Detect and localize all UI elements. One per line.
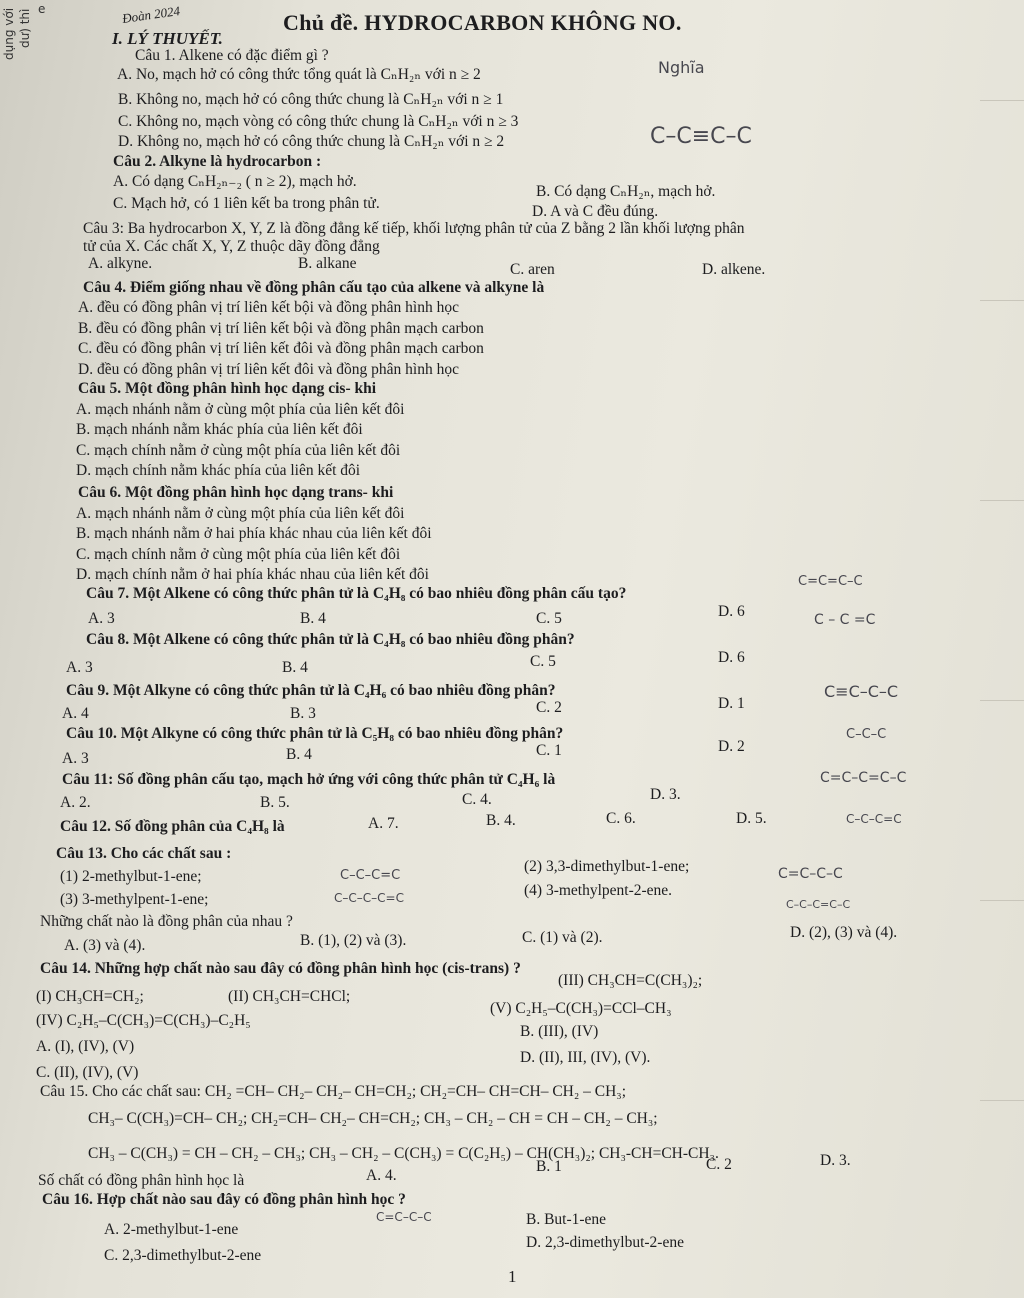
q15-option-b: B. 1 bbox=[536, 1158, 562, 1175]
q1-option-d: D. Không no, mạch hở có công thức chung là CₙH₂ₙ với n ≥ 2 bbox=[118, 133, 505, 150]
q13-option-d: D. (2), (3) và (4). bbox=[790, 924, 898, 941]
q5-stem: Câu 5. Một đồng phân hình học dạng cis- khi bbox=[78, 380, 377, 397]
q9-option-b: B. 3 bbox=[290, 705, 316, 722]
q13-item-4: (4) 3-methylpent-2-ene. bbox=[524, 882, 673, 899]
q14-compound-3: (III) CH₃CH=C(CH₃)₂; bbox=[558, 972, 703, 989]
q1-option-a: A. No, mạch hở có công thức tổng quát là CₙH₂ₙ với n ≥ 2 bbox=[117, 66, 481, 83]
q16-stem: Câu 16. Hợp chất nào sau đây có đồng phân hình học ? bbox=[42, 1191, 406, 1208]
q7-option-a: A. 3 bbox=[88, 610, 115, 627]
q5-option-d: D. mạch chính nằm khác phía của liên kết đôi bbox=[76, 462, 361, 479]
q13-option-a: A. (3) và (4). bbox=[64, 937, 146, 954]
handwritten-note-1: Nghĩa bbox=[658, 58, 705, 77]
q6-option-b: B. mạch nhánh nằm ở hai phía khác nhau của liên kết đôi bbox=[76, 525, 432, 542]
q3-option-d: D. alkene. bbox=[702, 261, 766, 278]
q2-stem: Câu 2. Alkyne là hydrocarbon : bbox=[113, 153, 322, 170]
q13-item-1: (1) 2-methylbut-1-ene; bbox=[60, 868, 202, 885]
q12-option-c: C. 6. bbox=[606, 810, 636, 827]
q12-option-b: B. 4. bbox=[486, 812, 516, 829]
q3-stem: Câu 3: Ba hydrocarbon X, Y, Z là đồng đẳng kế tiếp, khối lượng phân tử của Z bằng 2 lần khối lượng phân bbox=[83, 220, 745, 237]
page-title: Chủ đề. HYDROCARBON KHÔNG NO. bbox=[283, 10, 682, 35]
q4-option-d: D. đều có đồng phân vị trí liên kết đôi và đồng phân hình học bbox=[78, 361, 459, 378]
q14-option-a: A. (I), (IV), (V) bbox=[36, 1038, 135, 1055]
q2-option-b: B. Có dạng CₙH₂ₙ, mạch hở. bbox=[536, 183, 716, 200]
q4-stem: Câu 4. Điểm giống nhau về đồng phân cấu tạo của alkene và alkyne là bbox=[83, 279, 545, 296]
q9-stem: Câu 9. Một Alkyne có công thức phân tử là C₄H₆ có bao nhiêu đồng phân? bbox=[66, 682, 556, 699]
q8-option-c: C. 5 bbox=[530, 653, 556, 670]
q15-stem: Câu 15. Cho các chất sau: CH₂ =CH– CH₂– CH₂– CH=CH₂; CH₂=CH– CH=CH– CH₂ – CH₃; bbox=[40, 1083, 627, 1100]
q3-option-a: A. alkyne. bbox=[88, 255, 153, 272]
q9-option-c: C. 2 bbox=[536, 699, 562, 716]
margin-rule-6 bbox=[980, 1100, 1024, 1101]
q10-stem: Câu 10. Một Alkyne có công thức phân tử là C₅H₈ có bao nhiêu đồng phân? bbox=[66, 725, 564, 742]
handwritten-note-5: C≡C–C–C bbox=[824, 682, 899, 701]
q1-option-c: C. Không no, mạch vòng có công thức chung là CₙH₂ₙ với n ≥ 3 bbox=[118, 113, 519, 130]
q13-option-b: B. (1), (2) và (3). bbox=[300, 932, 407, 949]
q16-option-d: D. 2,3-dimethylbut-2-ene bbox=[526, 1234, 684, 1251]
q15-line-3: CH₃ – C(CH₃) = CH – CH₂ – CH₃; CH₃ – CH₂ – C(CH₃) = C(C₂H₅) – CH(CH₃)₂; CH₃-CH=CH-CH₃. bbox=[88, 1145, 719, 1162]
q13-item-3: (3) 3-methylpent-1-ene; bbox=[60, 891, 209, 908]
q2-option-d: D. A và C đều đúng. bbox=[532, 203, 659, 220]
q12-option-d: D. 5. bbox=[736, 810, 767, 827]
q13-item-2: (2) 3,3-dimethylbut-1-ene; bbox=[524, 858, 690, 875]
q10-option-b: B. 4 bbox=[286, 746, 312, 763]
q8-option-a: A. 3 bbox=[66, 659, 93, 676]
handwritten-note-12: C–C–C–C=C bbox=[334, 891, 404, 905]
q1-option-b: B. Không no, mạch hở có công thức chung là CₙH₂ₙ với n ≥ 1 bbox=[118, 91, 504, 108]
q5-option-b: B. mạch nhánh nằm khác phía của liên kết đôi bbox=[76, 421, 363, 438]
q4-option-c: C. đều có đồng phân vị trí liên kết đôi và đồng phân mạch carbon bbox=[78, 340, 484, 357]
q2-option-a: A. Có dạng CₙH₂ₙ₋₂ ( n ≥ 2), mạch hở. bbox=[113, 173, 357, 190]
q11-option-d: D. 3. bbox=[650, 786, 681, 803]
q6-stem: Câu 6. Một đồng phân hình học dạng trans- khi bbox=[78, 484, 394, 501]
q1-stem: Câu 1. Alkene có đặc điểm gì ? bbox=[135, 47, 329, 64]
q11-option-c: C. 4. bbox=[462, 791, 492, 808]
handwritten-note-10: C–C–C=C–C bbox=[786, 898, 851, 911]
q3-option-b: B. alkane bbox=[298, 255, 357, 272]
q11-option-b: B. 5. bbox=[260, 794, 290, 811]
q16-option-c: C. 2,3-dimethylbut-2-ene bbox=[104, 1247, 262, 1264]
q7-stem: Câu 7. Một Alkene có công thức phân tử là C₄H₈ có bao nhiêu đồng phân cấu tạo? bbox=[86, 585, 627, 602]
q14-option-c: C. (II), (IV), (V) bbox=[36, 1064, 139, 1081]
q4-option-a: A. đều có đồng phân vị trí liên kết bội và đồng phân hình học bbox=[78, 299, 459, 316]
margin-rule-4 bbox=[980, 700, 1024, 701]
q15-option-d: D. 3. bbox=[820, 1152, 851, 1169]
q15-question: Số chất có đồng phân hình học là bbox=[38, 1172, 245, 1189]
q15-line-2: CH₃– C(CH₃)=CH– CH₂; CH₂=CH– CH₂– CH=CH₂; CH₃ – CH₂ – CH = CH – CH₂ – CH₃; bbox=[88, 1110, 658, 1127]
q7-option-d: D. 6 bbox=[718, 603, 745, 620]
q13-question: Những chất nào là đồng phân của nhau ? bbox=[40, 913, 293, 930]
handwritten-note-11: C–C–C=C bbox=[340, 868, 401, 883]
q16-option-a: A. 2-methylbut-1-ene bbox=[104, 1221, 239, 1238]
school-label: Đoàn 2024 bbox=[121, 3, 181, 26]
q16-option-b: B. But-1-ene bbox=[526, 1211, 607, 1228]
q14-option-b: B. (III), (IV) bbox=[520, 1023, 599, 1040]
q15-option-c: C. 2 bbox=[706, 1156, 732, 1173]
edge-text-3: e bbox=[38, 2, 46, 16]
q14-compound-2: (II) CH₃CH=CHCl; bbox=[228, 988, 351, 1005]
q11-option-a: A. 2. bbox=[60, 794, 91, 811]
q13-option-c: C. (1) và (2). bbox=[522, 929, 603, 946]
q3-option-c: C. aren bbox=[510, 261, 555, 278]
handwritten-note-3: C=C=C–C bbox=[798, 574, 863, 589]
q8-option-d: D. 6 bbox=[718, 649, 745, 666]
handwritten-note-8: C–C–C=C bbox=[846, 812, 902, 826]
handwritten-note-7: C=C–C=C–C bbox=[820, 770, 907, 786]
edge-text-1: dụng với bbox=[2, 7, 16, 60]
q9-option-a: A. 4 bbox=[62, 705, 89, 722]
q8-stem: Câu 8. Một Alkene có công thức phân tử là C₄H₈ có bao nhiêu đồng phân? bbox=[86, 631, 575, 648]
q4-option-b: B. đều có đồng phân vị trí liên kết bội và đồng phân mạch carbon bbox=[78, 320, 484, 337]
page-number: 1 bbox=[508, 1267, 517, 1286]
q14-option-d: D. (II), III, (IV), (V). bbox=[520, 1049, 651, 1066]
q10-option-a: A. 3 bbox=[62, 750, 89, 767]
q10-option-c: C. 1 bbox=[536, 742, 562, 759]
handwritten-note-13: C=C–C–C bbox=[376, 1210, 432, 1224]
margin-rule-5 bbox=[980, 900, 1024, 901]
q14-compound-5: (V) C₂H₅–C(CH₃)=CCl–CH₃ bbox=[490, 1000, 672, 1017]
q7-option-c: C. 5 bbox=[536, 610, 562, 627]
handwritten-note-4: C – C =C bbox=[814, 612, 876, 628]
q14-stem: Câu 14. Những hợp chất nào sau đây có đồng phân hình học (cis-trans) ? bbox=[40, 960, 521, 977]
edge-text-2: dư) thì bbox=[18, 8, 32, 48]
q6-option-c: C. mạch chính nằm ở cùng một phía của liên kết đôi bbox=[76, 546, 401, 563]
q2-option-c: C. Mạch hở, có 1 liên kết ba trong phân tử. bbox=[113, 195, 380, 212]
q14-compound-1: (I) CH₃CH=CH₂; bbox=[36, 988, 144, 1005]
q7-option-b: B. 4 bbox=[300, 610, 326, 627]
handwritten-note-2: C–C≡C–C bbox=[650, 124, 752, 149]
q14-compound-4: (IV) C₂H₅–C(CH₃)=C(CH₃)–C₂H₅ bbox=[36, 1012, 251, 1029]
q10-option-d: D. 2 bbox=[718, 738, 745, 755]
margin-rule-2 bbox=[980, 300, 1024, 301]
q6-option-d: D. mạch chính nằm ở hai phía khác nhau của liên kết đôi bbox=[76, 566, 429, 583]
q13-stem: Câu 13. Cho các chất sau : bbox=[56, 845, 232, 862]
q11-stem: Câu 11: Số đồng phân cấu tạo, mạch hở ứng với công thức phân tử C₄H₆ là bbox=[62, 771, 556, 788]
handwritten-note-9: C=C–C–C bbox=[778, 866, 843, 882]
q15-option-a: A. 4. bbox=[366, 1167, 397, 1184]
handwritten-note-6: C–C–C bbox=[846, 727, 887, 742]
margin-rule-1 bbox=[980, 100, 1024, 101]
q8-option-b: B. 4 bbox=[282, 659, 308, 676]
q9-option-d: D. 1 bbox=[718, 695, 745, 712]
q12-option-a: A. 7. bbox=[368, 815, 399, 832]
q5-option-c: C. mạch chính nằm ở cùng một phía của liên kết đôi bbox=[76, 442, 401, 459]
q5-option-a: A. mạch nhánh nằm ở cùng một phía của liên kết đôi bbox=[76, 401, 405, 418]
section-title: I. LÝ THUYẾT. bbox=[112, 29, 223, 48]
q3-stem-cont: tử của X. Các chất X, Y, Z thuộc dãy đồng đẳng bbox=[83, 238, 380, 255]
q12-stem: Câu 12. Số đồng phân của C₄H₈ là bbox=[60, 818, 285, 835]
q6-option-a: A. mạch nhánh nằm ở cùng một phía của liên kết đôi bbox=[76, 505, 405, 522]
margin-rule-3 bbox=[980, 500, 1024, 501]
